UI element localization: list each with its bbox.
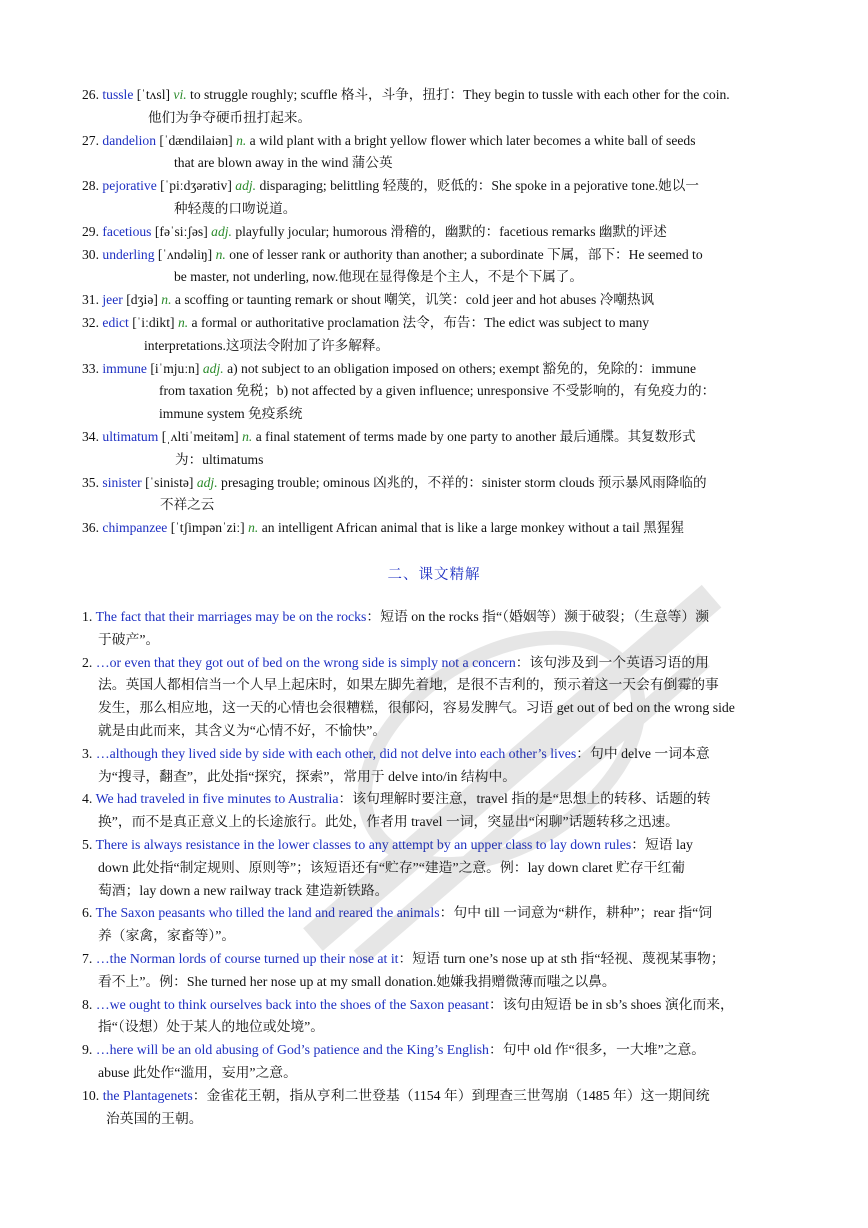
definition-continued: interpretations.这项法令附加了许多解释。 xyxy=(144,337,390,353)
quoted-sentence: We had traveled in five minutes to Australia xyxy=(95,791,339,807)
entry-number: 30. xyxy=(82,246,99,262)
explanation-text: ：短语 turn one’s nose up at sth 指“轻视、蔑视某事物； xyxy=(398,950,725,966)
explanation-text: ：句中 old 作“很多，一大堆”之意。 xyxy=(488,1042,706,1058)
vocab-entry xyxy=(82,289,790,312)
section-heading: 二、课文精解 xyxy=(387,567,481,583)
explanation-continued: 萄酒；lay down a new railway track 建造新铁路。 xyxy=(98,882,389,898)
quoted-sentence: The Saxon peasants who tilled the land and reared the animals xyxy=(95,905,440,921)
item-number: 1. xyxy=(82,609,93,624)
headword: jeer xyxy=(102,292,123,308)
definition: presaging trouble; ominous 凶兆的，不祥的：sinister storm clouds 预示暴风雨降临的 xyxy=(221,474,707,490)
quoted-sentence: …here will be an old abusing of God’s patience and the King’s English xyxy=(95,1042,489,1058)
vocab-entry xyxy=(82,517,790,540)
explanation-continued: 于破产”。 xyxy=(98,631,160,647)
explanation-continued: abuse 此处作“滥用，妄用”之意。 xyxy=(98,1064,297,1080)
item-number: 4. xyxy=(82,791,93,807)
entry-number: 31. xyxy=(82,292,99,308)
quoted-sentence: the Plantagenets xyxy=(102,1087,193,1103)
explanation-item xyxy=(82,1039,790,1085)
headword: sinister xyxy=(102,474,142,490)
vocab-entry xyxy=(82,312,790,358)
part-of-speech: adj. xyxy=(235,178,257,194)
item-number: 8. xyxy=(82,996,93,1012)
explanation-text: ：金雀花王朝，指从亨利二世登基（1154 年）到理查三世驾崩（1485 年）这一期间统 xyxy=(192,1087,710,1103)
part-of-speech: n. xyxy=(215,246,226,262)
explanation-item xyxy=(82,994,790,1040)
quoted-sentence: The fact that their marriages may be on the rocks xyxy=(95,609,367,624)
explanation-continued: 治英国的王朝。 xyxy=(106,1110,203,1126)
item-number: 9. xyxy=(82,1042,93,1058)
entry-number: 28. xyxy=(82,178,99,194)
headword: dandelion xyxy=(102,132,157,148)
phonetic: [fəˈsiːʃəs] xyxy=(154,223,208,239)
entry-number: 34. xyxy=(82,428,99,444)
part-of-speech: n. xyxy=(248,520,259,536)
item-number: 7. xyxy=(82,950,93,966)
part-of-speech: adj. xyxy=(202,360,224,376)
definition: disparaging; belittling 轻蔑的，贬低的：She spoke in a pejorative tone.她以一 xyxy=(259,178,699,194)
phonetic: [ˈsinistə] xyxy=(145,474,194,490)
headword: immune xyxy=(102,360,147,376)
explanation-list xyxy=(82,606,790,1130)
entry-number: 35. xyxy=(82,474,99,490)
explanation-item xyxy=(82,606,790,652)
entry-number: 26. xyxy=(82,87,99,102)
headword: ultimatum xyxy=(102,428,159,444)
phonetic: [ˈtʌsl] xyxy=(136,87,171,102)
definition-continued: 种轻蔑的口吻说道。 xyxy=(174,200,297,216)
phonetic: [ˈʌndəliŋ] xyxy=(157,246,213,262)
vocab-entry xyxy=(82,358,790,426)
headword: edict xyxy=(102,314,129,330)
explanation-text: ：该句涉及到一个英语习语的用 xyxy=(515,654,709,670)
entry-number: 32. xyxy=(82,314,99,330)
entry-number: 36. xyxy=(82,520,99,536)
entry-number: 27. xyxy=(82,132,99,148)
phonetic: [ˈdændilaiən] xyxy=(159,132,233,148)
part-of-speech: n. xyxy=(177,314,189,330)
part-of-speech: adj. xyxy=(211,223,232,239)
item-number: 5. xyxy=(82,836,93,852)
definition-continued: immune system 免疫系统 xyxy=(159,406,303,422)
part-of-speech: n. xyxy=(161,292,172,308)
vocab-entry xyxy=(82,472,790,518)
phonetic: [iˈmjuːn] xyxy=(150,360,200,376)
explanation-item xyxy=(82,743,790,789)
definition: a formal or authoritative proclamation 法令，布告：The edict was subject to many xyxy=(191,314,650,330)
item-number: 3. xyxy=(82,745,93,761)
vocab-entry xyxy=(82,426,790,472)
definition-continued: 为：ultimatums xyxy=(175,451,264,467)
quoted-sentence: …the Norman lords of course turned up their nose at it xyxy=(95,950,399,966)
phonetic: [ˈpiːdʒərətiv] xyxy=(160,178,232,194)
vocab-entry xyxy=(82,175,790,221)
explanation-item xyxy=(82,948,790,994)
definition-continued: be master, not underling, now.他现在显得像是个主人，不是个下属了。 xyxy=(174,269,583,285)
definition: a) not subject to an obligation imposed on others; exempt 豁免的，免除的：immune xyxy=(227,360,696,376)
quoted-sentence: …or even that they got out of bed on the wrong side is simply not a concern xyxy=(95,654,516,670)
quoted-sentence: …although they lived side by side with each other, did not delve into each other’s lives xyxy=(95,745,577,761)
explanation-continued: 养（家禽，家畜等）”。 xyxy=(98,928,236,944)
definition-continued: that are blown away in the wind 蒲公英 xyxy=(174,155,393,171)
explanation-item xyxy=(82,834,790,902)
vocab-entry xyxy=(82,221,790,244)
headword: pejorative xyxy=(102,178,157,194)
explanation-item xyxy=(82,788,790,834)
explanation-continued: 为“搜寻，翻查”，此处指“探究，探索”，常用于 delve into/in 结构中。 xyxy=(98,768,517,784)
headword: underling xyxy=(102,246,155,262)
part-of-speech: n. xyxy=(236,132,247,148)
item-number: 6. xyxy=(82,905,93,921)
explanation-continued: down 此处指“制定规则、原则等”；该短语还有“贮存”“建造”之意。例：lay down claret 贮存干红葡 xyxy=(98,859,686,875)
quoted-sentence: There is always resistance in the lower classes to any attempt by an upper class to lay down rules xyxy=(95,836,632,852)
vocabulary-list xyxy=(82,84,790,540)
headword: facetious xyxy=(102,223,152,239)
item-number: 10. xyxy=(82,1087,100,1103)
definition-continued: 不祥之云 xyxy=(160,497,215,513)
explanation-text: ：短语 on the rocks 指“（婚姻等）濒于破裂；（生意等）濒 xyxy=(366,609,710,624)
part-of-speech: adj. xyxy=(196,474,218,490)
explanation-continued: 就是由此而来，其含义为“心情不好，不愉快”。 xyxy=(98,722,387,738)
part-of-speech: n. xyxy=(242,428,253,444)
definition: an intelligent African animal that is like a large monkey without a tail 黑猩猩 xyxy=(261,520,684,536)
vocab-entry xyxy=(82,84,790,130)
phonetic: [ˈtʃimpənˈziː] xyxy=(170,520,245,536)
definition: one of lesser rank or authority than another; a subordinate 下属，部下：He seemed to xyxy=(229,246,703,262)
item-number: 2. xyxy=(82,654,93,670)
quoted-sentence: …we ought to think ourselves back into the shoes of the Saxon peasant xyxy=(95,996,489,1012)
explanation-continued: 指“（设想）处于某人的地位或处境”。 xyxy=(98,1019,325,1035)
explanation-item xyxy=(82,902,790,948)
vocab-entry xyxy=(82,130,790,176)
explanation-continued: 换”，而不是真正意义上的长途旅行。此处，作者用 travel 一词，突显出“闲聊”话题转移之迅速。 xyxy=(98,814,679,830)
explanation-text: ：句中 delve 一词本意 xyxy=(576,745,710,761)
phonetic: [ˌʌltiˈmeitəm] xyxy=(161,428,239,444)
definition: a scoffing or taunting remark or shout 嘲笑，讥笑：cold jeer and hot abuses 冷嘲热讽 xyxy=(174,292,655,308)
explanation-text: ：该句由短语 be in sb’s shoes 演化而来， xyxy=(488,996,734,1012)
explanation-text: ：该句理解时要注意，travel 指的是“思想上的转移、话题的转 xyxy=(338,791,711,807)
phonetic: [dʒiə] xyxy=(126,292,158,308)
explanation-text: ：句中 till 一词意为“耕作，耕种”；rear 指“饲 xyxy=(439,905,713,921)
headword: chimpanzee xyxy=(102,520,168,536)
explanation-continued: 看不上”。例：She turned her nose up at my small donation.她嫌我捐赠微薄而嗤之以鼻。 xyxy=(98,973,616,989)
vocab-entry xyxy=(82,244,790,290)
explanation-text: ：短语 lay xyxy=(631,836,693,852)
definition: to struggle roughly; scuffle 格斗，斗争，扭打：They begin to tussle with each other for the coin. xyxy=(190,87,730,102)
definition: a final statement of terms made by one party to another 最后通牒。其复数形式 xyxy=(255,428,696,444)
headword: tussle xyxy=(102,87,134,102)
explanation-item xyxy=(82,1085,790,1131)
explanation-item xyxy=(82,652,790,743)
definition: a wild plant with a bright yellow flower which later becomes a white ball of seeds xyxy=(249,132,696,148)
entry-number: 29. xyxy=(82,223,99,239)
definition-continued: from taxation 免税；b) not affected by a given influence; unresponsive 不受影响的，有免疫力的： xyxy=(159,383,716,399)
part-of-speech: vi. xyxy=(173,87,187,102)
explanation-continued: 法。英国人都相信当一个人早上起床时，如果左脚先着地，是很不吉利的，预示着这一天会有倒霉的事 xyxy=(98,677,719,693)
definition-continued: 他们为争夺硬币扭打起来。 xyxy=(148,109,312,125)
explanation-continued: 发生，那么相应地，这一天的心情也会很糟糕，很郁闷，容易发脾气。习语 get out of bed on the wrong side xyxy=(98,700,735,716)
entry-number: 33. xyxy=(82,360,99,376)
phonetic: [ˈiːdikt] xyxy=(132,314,175,330)
definition: playfully jocular; humorous 滑稽的，幽默的：facetious remarks 幽默的评述 xyxy=(235,223,667,239)
